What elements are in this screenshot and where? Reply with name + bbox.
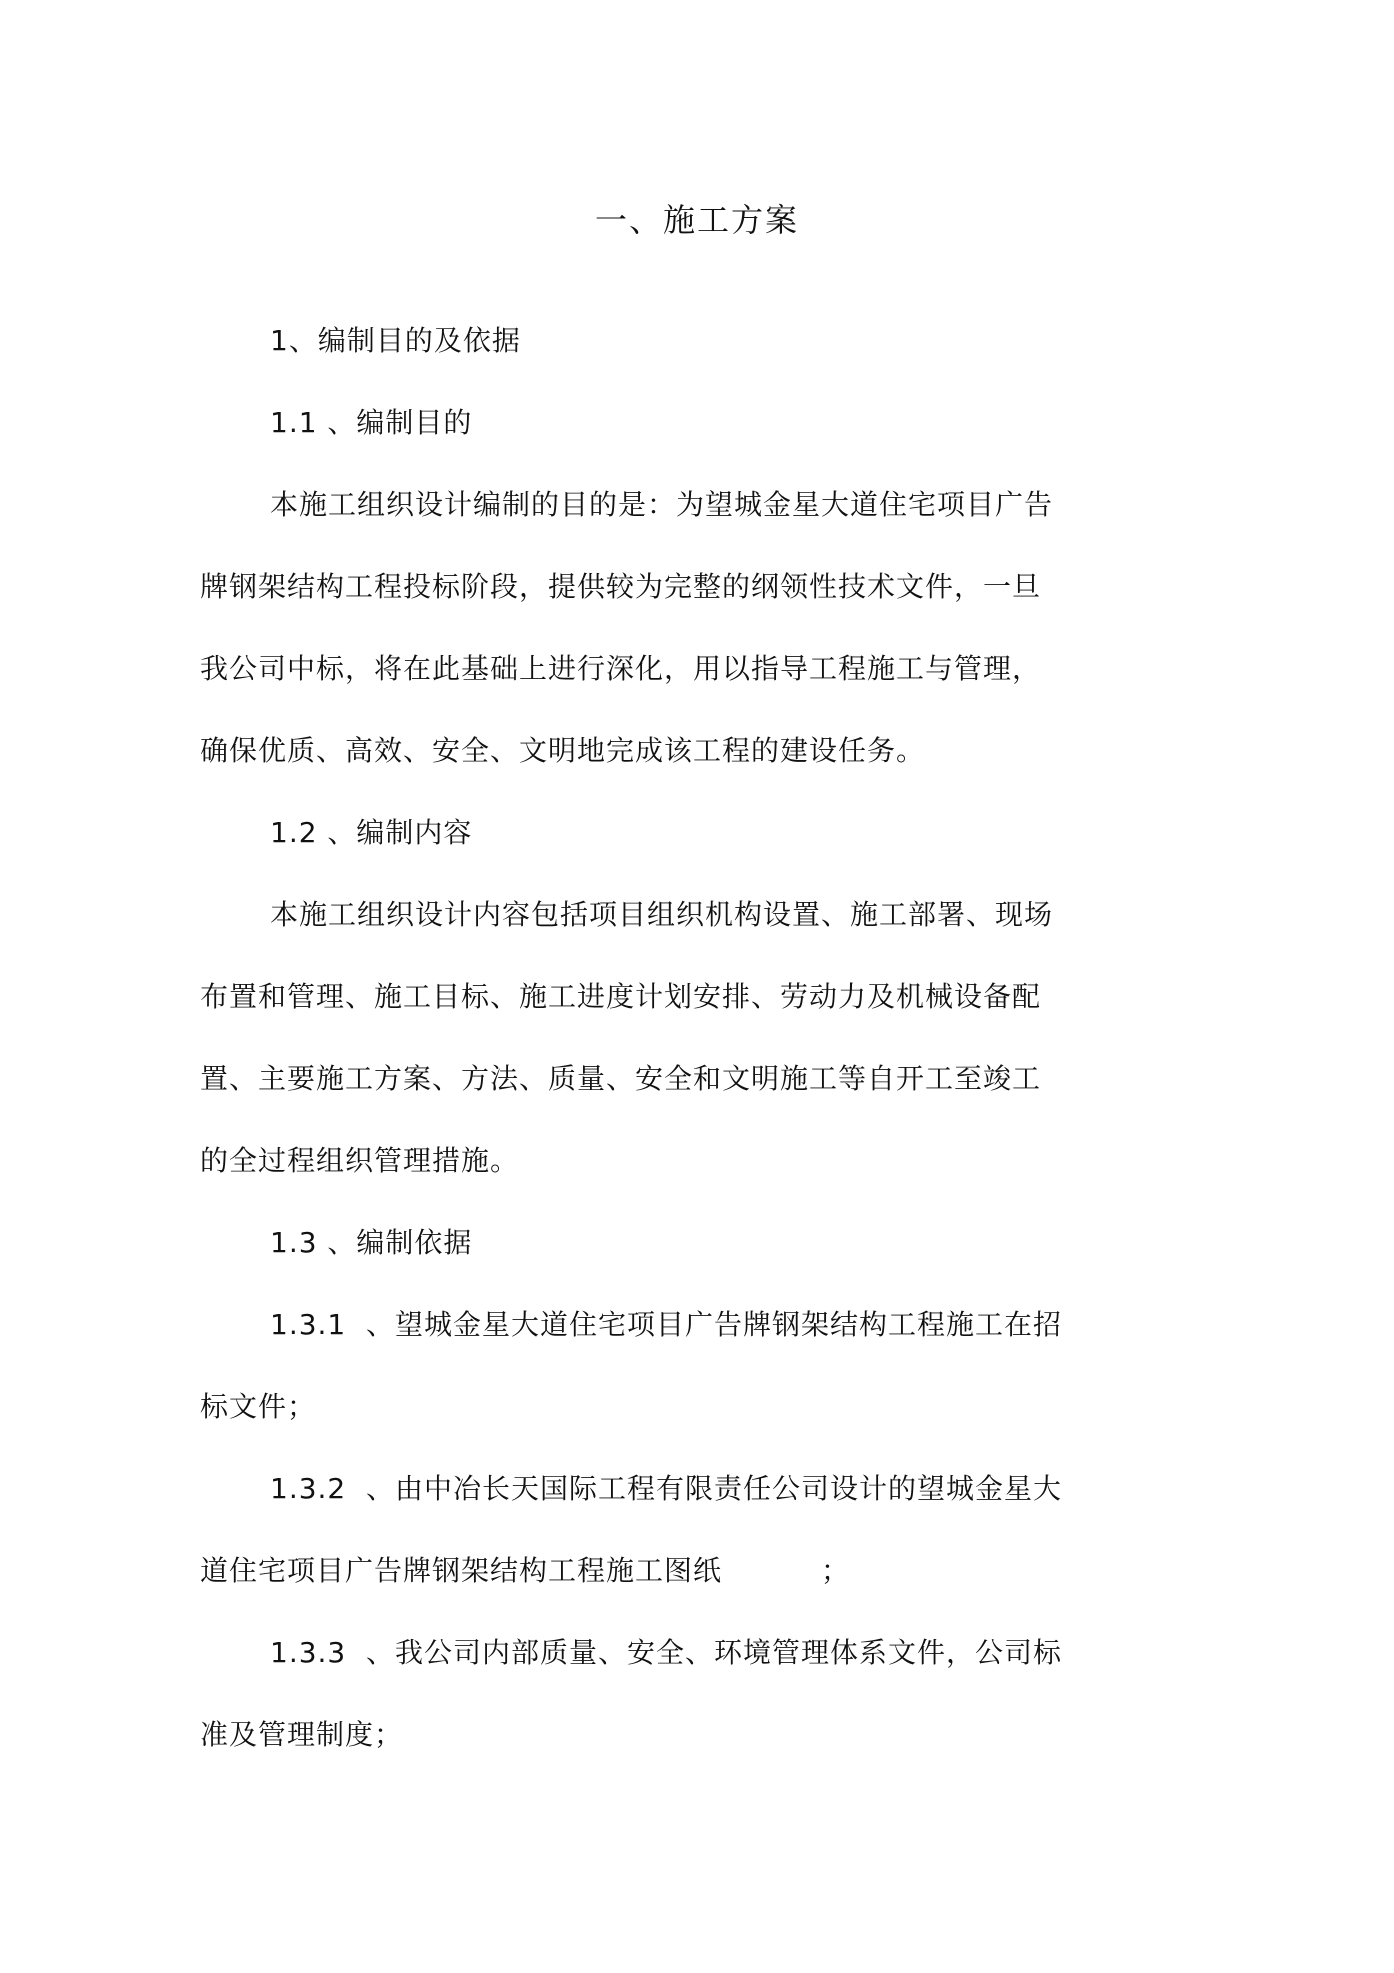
paragraph-1-1-line-4: 确保优质、高效、安全、文明地完成该工程的建设任务。 bbox=[200, 734, 926, 767]
subsection-heading-1-2: 1.2 、编制内容 bbox=[270, 816, 473, 849]
paragraph-1-1-line-2: 牌钢架结构工程投标阶段，提供较为完整的纲领性技术文件，一旦 bbox=[200, 570, 1042, 603]
item-1-3-1-line-1: 1.3.1 、望城金星大道住宅项目广告牌钢架结构工程施工在招 bbox=[270, 1308, 1063, 1341]
paragraph-1-2-line-3: 置、主要施工方案、方法、质量、安全和文明施工等自开工至竣工 bbox=[200, 1062, 1042, 1095]
subsection-heading-1-3: 1.3 、编制依据 bbox=[270, 1226, 473, 1259]
item-1-3-1-line-2: 标文件； bbox=[200, 1390, 317, 1423]
document-title: 一、施工方案 bbox=[594, 201, 799, 239]
item-1-3-3-line-1: 1.3.3 、我公司内部质量、安全、环境管理体系文件，公司标 bbox=[270, 1636, 1063, 1669]
paragraph-1-1-line-3: 我公司中标，将在此基础上进行深化，用以指导工程施工与管理， bbox=[200, 652, 1042, 685]
paragraph-1-2-line-4: 的全过程组织管理措施。 bbox=[200, 1144, 520, 1177]
paragraph-1-2-line-1: 本施工组织设计内容包括项目组织机构设置、施工部署、现场 bbox=[270, 898, 1054, 931]
section-heading-1: 1、编制目的及依据 bbox=[270, 324, 521, 357]
subsection-heading-1-1: 1.1 、编制目的 bbox=[270, 406, 473, 439]
paragraph-1-2-line-2: 布置和管理、施工目标、施工进度计划安排、劳动力及机械设备配 bbox=[200, 980, 1042, 1013]
item-1-3-2-line-2: 道住宅项目广告牌钢架结构工程施工图纸 ； bbox=[200, 1554, 851, 1587]
item-1-3-3-line-2: 准及管理制度； bbox=[200, 1718, 404, 1751]
paragraph-1-1-line-1: 本施工组织设计编制的目的是：为望城金星大道住宅项目广告 bbox=[270, 488, 1054, 521]
item-1-3-2-line-1: 1.3.2 、由中冶长天国际工程有限责任公司设计的望城金星大 bbox=[270, 1472, 1063, 1505]
